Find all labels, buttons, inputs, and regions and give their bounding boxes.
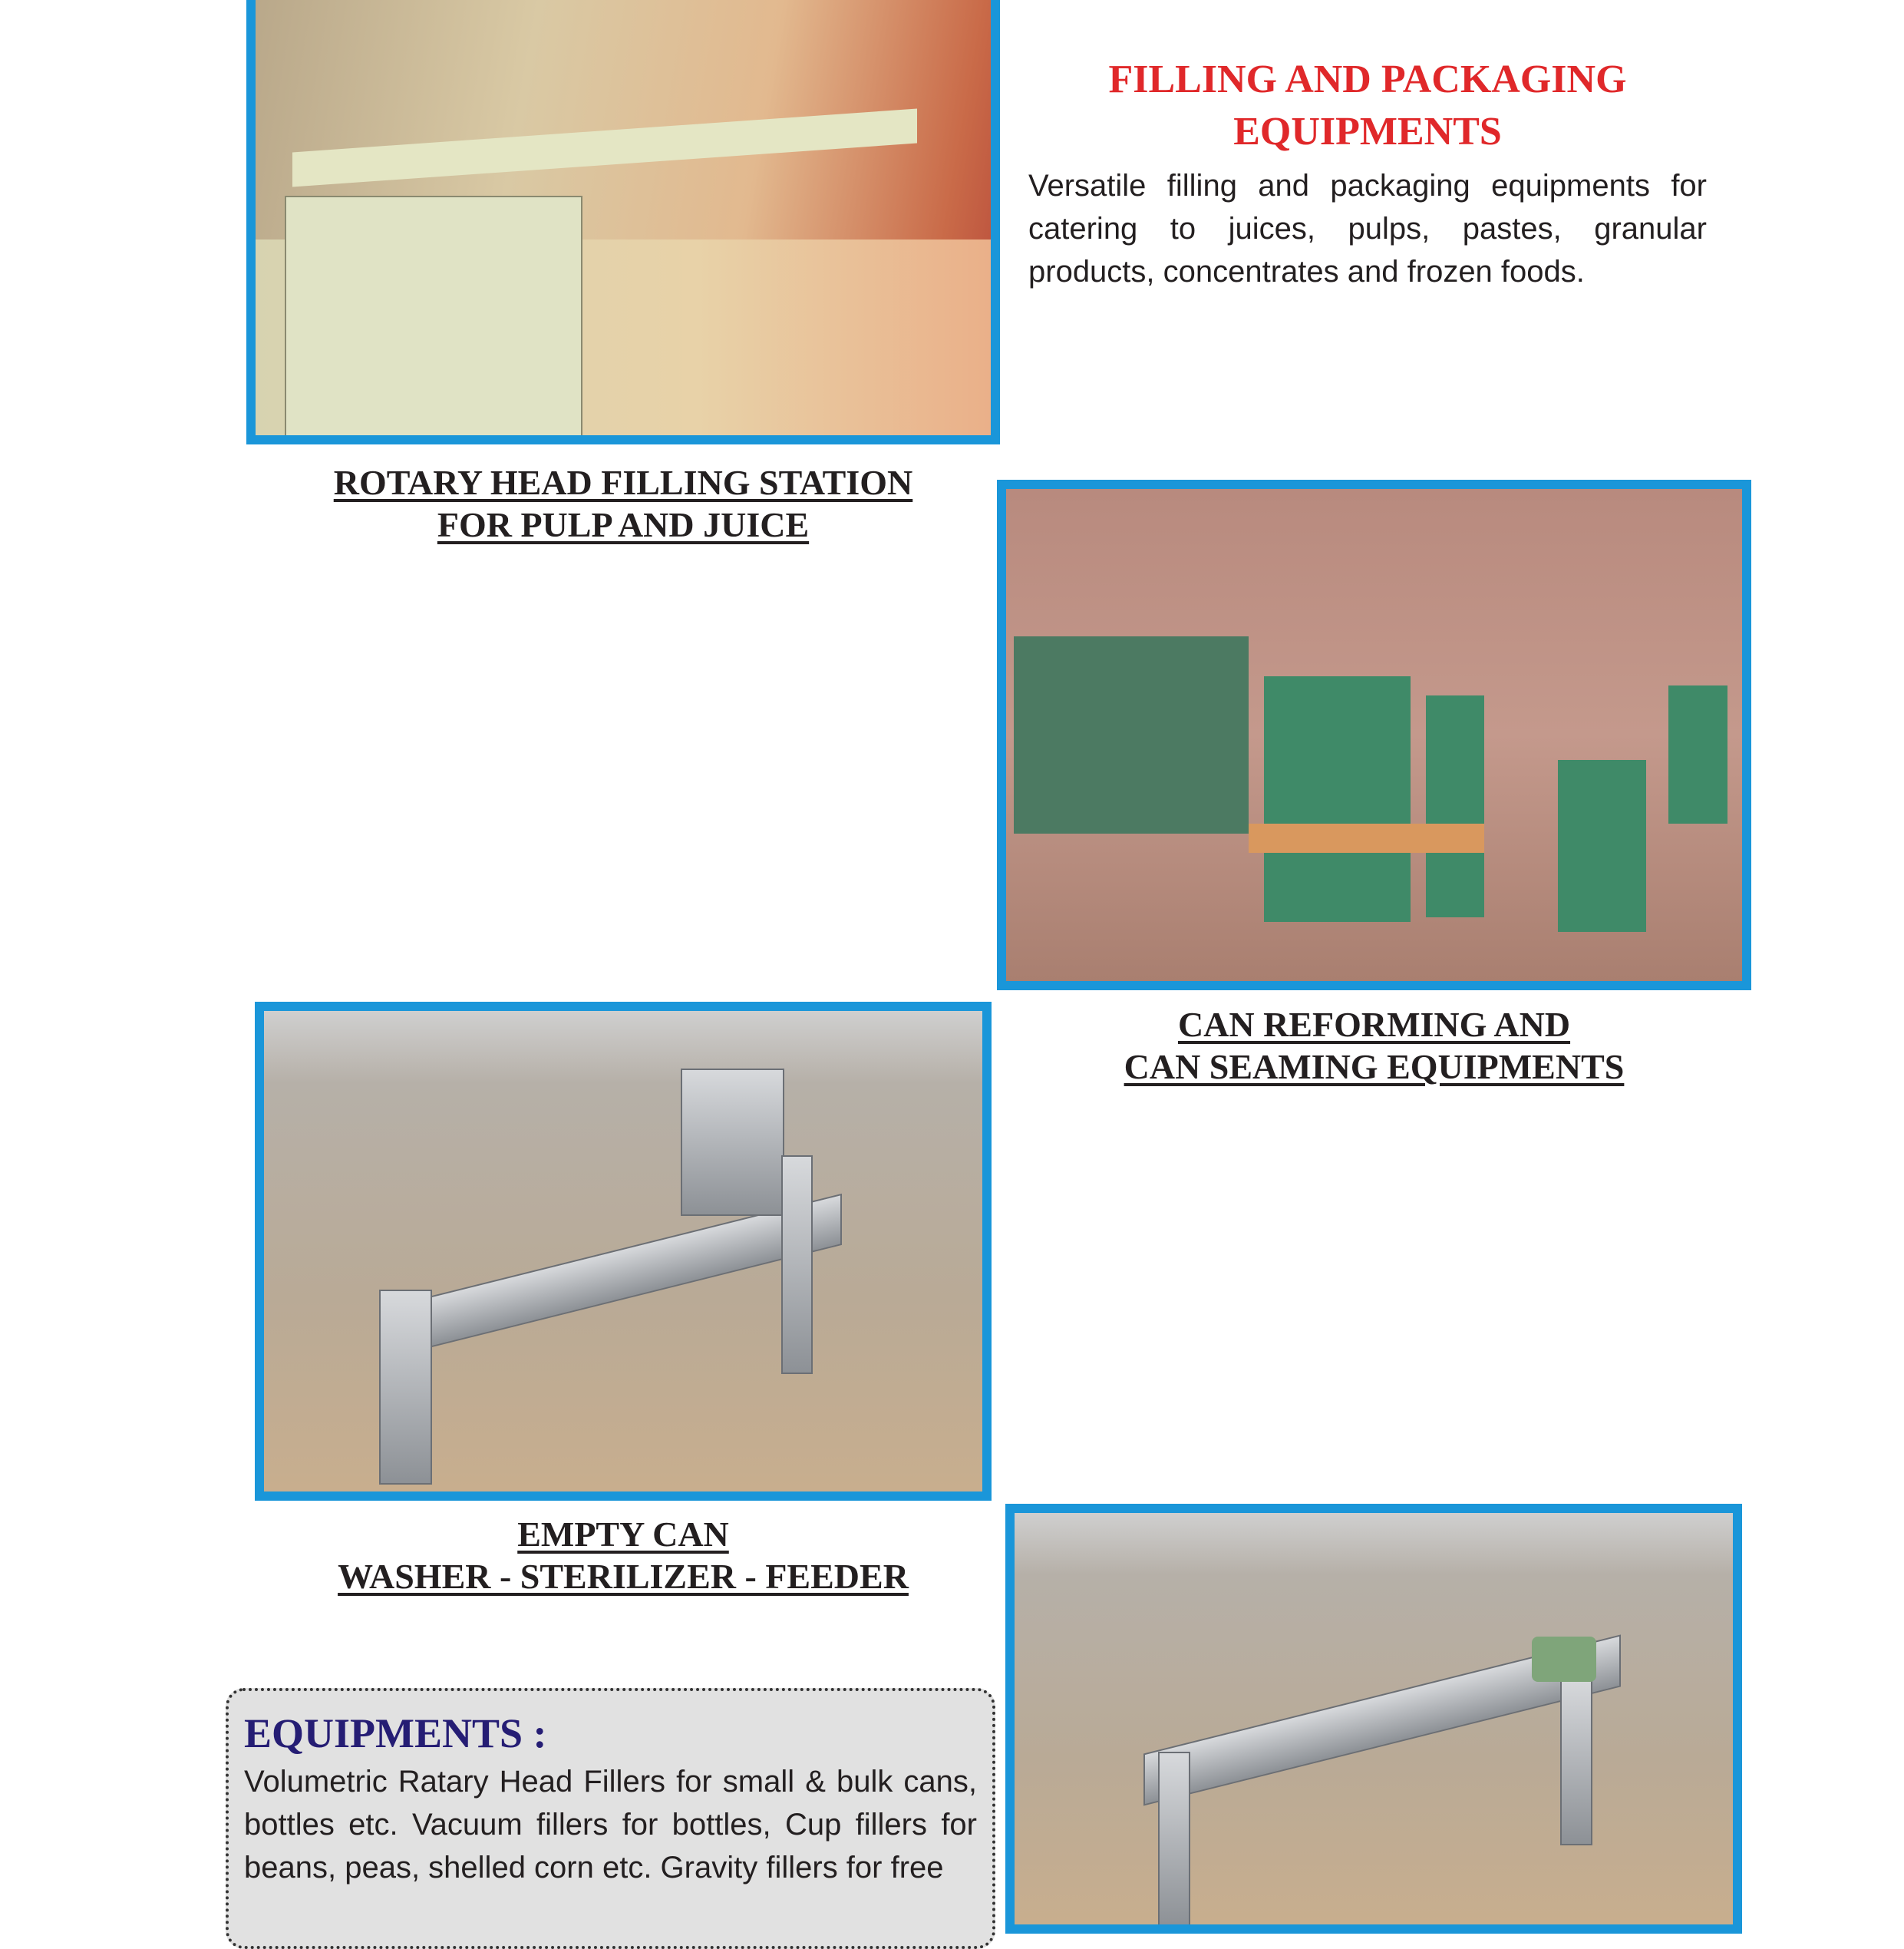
can-caption-line1: CAN REFORMING AND bbox=[1177, 1005, 1571, 1044]
washer-caption bbox=[255, 1513, 992, 1597]
rotary-caption bbox=[246, 461, 1000, 546]
can-caption-line2: CAN SEAMING EQUIPMENTS bbox=[1124, 1047, 1625, 1086]
rotary-filling-station-photo bbox=[246, 0, 1000, 444]
washer-caption-line1: EMPTY CAN bbox=[517, 1515, 729, 1554]
equipments-box bbox=[226, 1688, 995, 1949]
can-caption bbox=[997, 1003, 1751, 1088]
page-title: FILLING AND PACKAGING EQUIPMENTS bbox=[1108, 58, 1627, 154]
equipments-heading: EQUIPMENTS : bbox=[244, 1710, 547, 1756]
washer-caption-line2: WASHER - STERILIZER - FEEDER bbox=[338, 1557, 909, 1596]
rotary-caption-line2: FOR PULP AND JUICE bbox=[437, 505, 810, 544]
intro-text: Versatile filling and packaging equipments for catering to juices, pulps, pastes, granular products, concentrates and frozen foods. bbox=[1028, 169, 1707, 289]
can-washer-photo bbox=[255, 1002, 992, 1501]
rotary-caption-line1: ROTARY HEAD FILLING STATION bbox=[333, 463, 913, 502]
can-conveyor-photo bbox=[1005, 1504, 1742, 1934]
can-seaming-photo bbox=[997, 480, 1751, 990]
equipments-text: Volumetric Ratary Head Fillers for small & bulk cans, bottles etc. Vacuum fillers for bottles, Cup fillers for beans, peas, shelled corn etc. Gravity fillers for free bbox=[244, 1765, 977, 1885]
